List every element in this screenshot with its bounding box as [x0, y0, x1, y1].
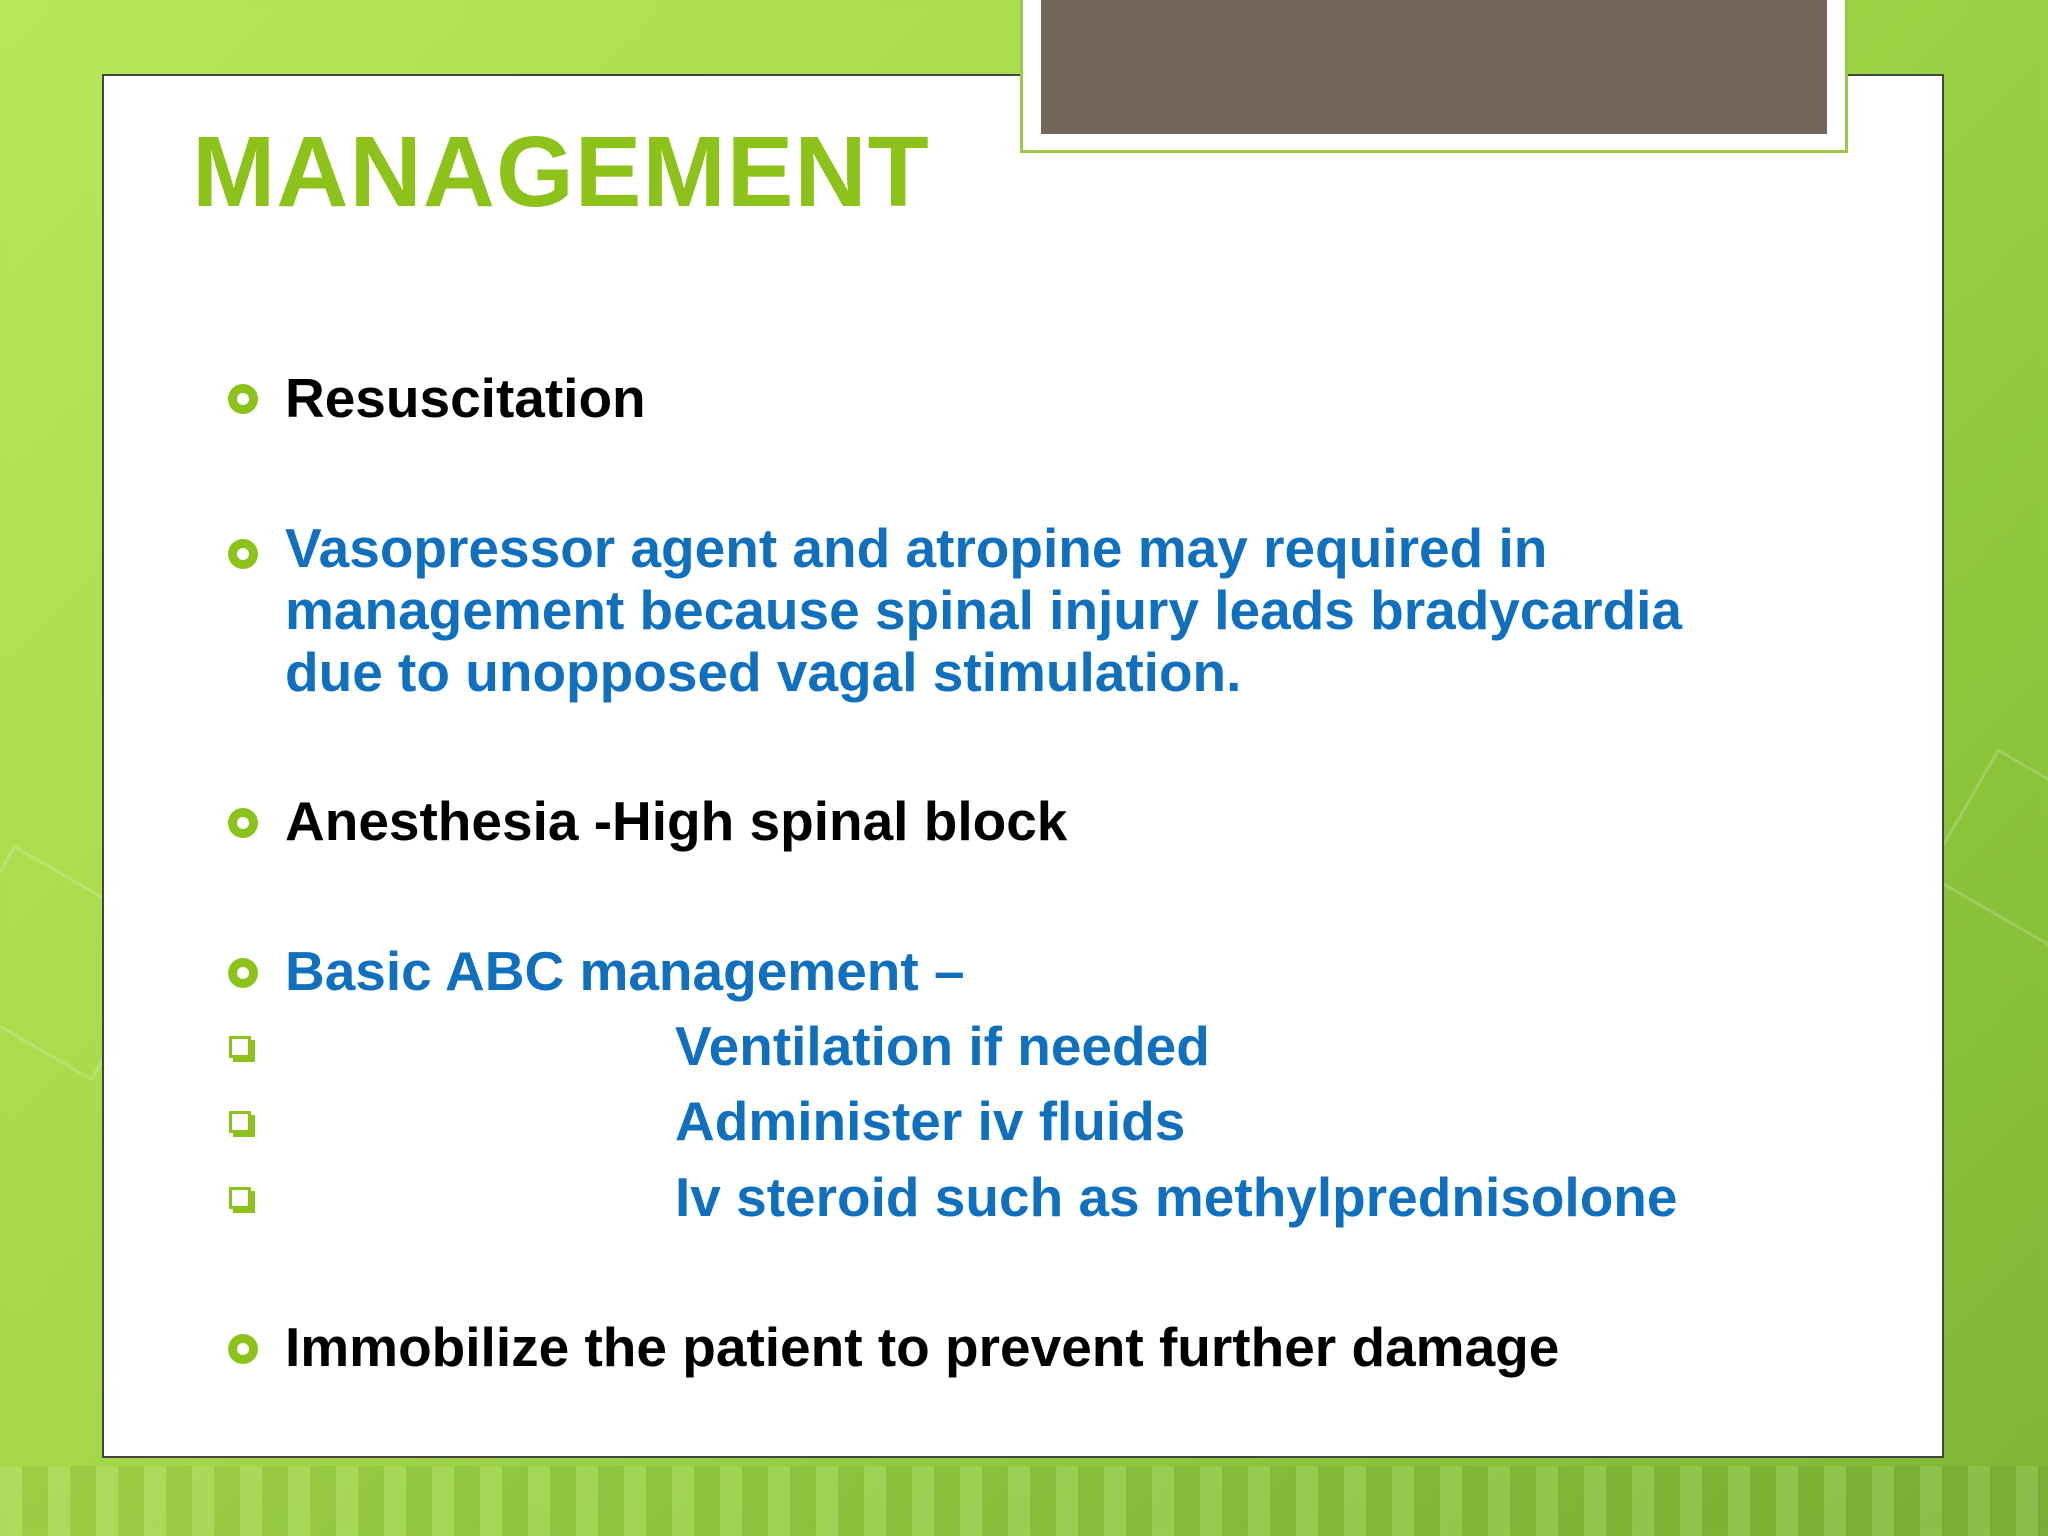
bullet-text: Immobilize the patient to prevent further damage — [285, 1316, 1560, 1378]
header-tab-block — [1041, 0, 1827, 134]
square-checkbox-bullet-icon — [229, 1187, 251, 1209]
sub-item-text: Iv steroid such as methylprednisolone — [675, 1166, 1678, 1228]
sub-item-text: Ventilation if needed — [675, 1015, 1210, 1077]
bullet-text-line-2: management because spinal injury leads bradycardia — [285, 579, 1682, 641]
square-checkbox-bullet-icon — [229, 1111, 251, 1133]
sub-item-text: Administer iv fluids — [675, 1090, 1186, 1152]
bullet-text-line-1: Vasopressor agent and atropine may required in — [285, 517, 1548, 579]
background-stripes — [0, 1466, 2048, 1536]
bullet-text: Basic ABC management – — [285, 940, 965, 1002]
slide-content-panel — [102, 74, 1944, 1458]
square-checkbox-bullet-icon — [229, 1036, 251, 1058]
slide-title: MANAGEMENT — [192, 116, 930, 228]
circle-bullet-icon — [228, 539, 258, 569]
bullet-text: Anesthesia -High spinal block — [285, 790, 1068, 852]
bullet-text-line-3: due to unopposed vagal stimulation. — [285, 641, 1242, 703]
circle-bullet-icon — [228, 808, 258, 838]
bullet-text: Resuscitation — [285, 367, 646, 429]
circle-bullet-icon — [228, 958, 258, 988]
circle-bullet-icon — [228, 1334, 258, 1364]
circle-bullet-icon — [228, 384, 258, 414]
